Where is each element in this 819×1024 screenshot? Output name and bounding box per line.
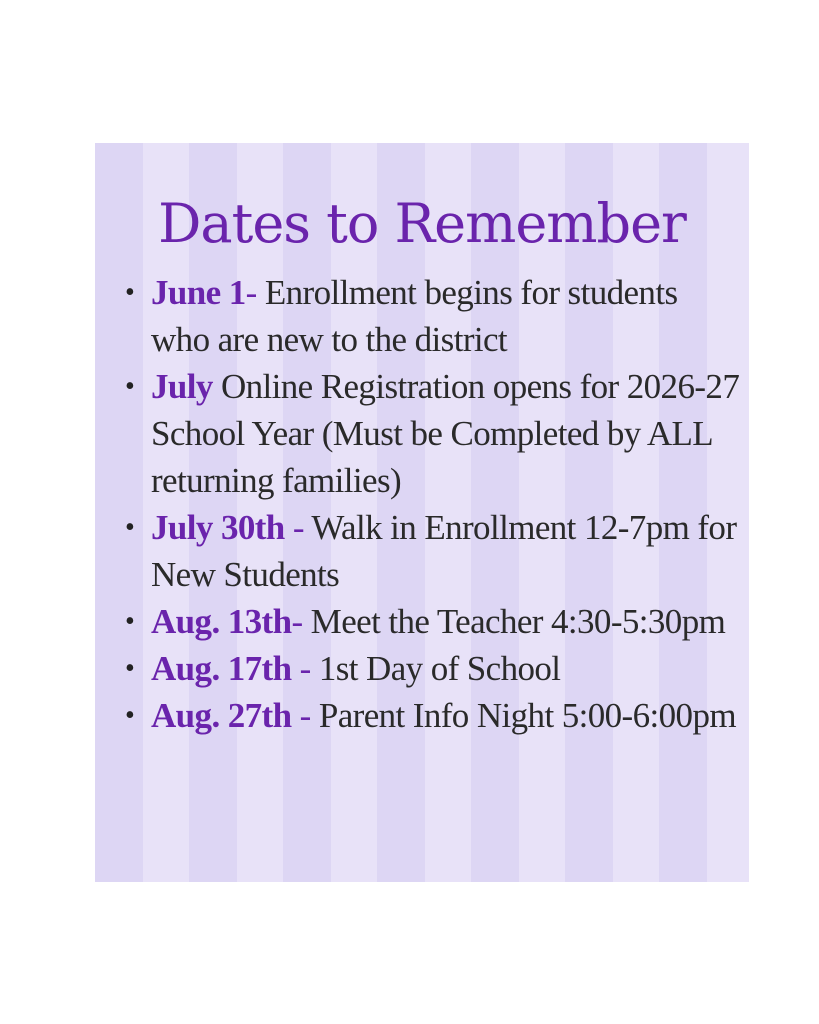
- date-description: 1st Day of School: [310, 649, 561, 688]
- list-item: [123, 598, 743, 645]
- date-description: Parent Info Night 5:00-6:00pm: [310, 696, 736, 735]
- date-label: July 30th: [151, 508, 285, 547]
- date-description: Online Registration opens for 2026-27 School Year (Must be Completed by ALL returning families): [151, 367, 740, 500]
- date-label: Aug. 13th: [151, 602, 292, 641]
- date-description: Enrollment begins for students who are new to the district: [151, 273, 678, 359]
- bullet-icon: •: [125, 277, 135, 308]
- bullet-icon: •: [125, 606, 135, 637]
- date-description: Walk in Enrollment 12-7pm for New Students: [151, 508, 737, 594]
- date-separator: -: [284, 508, 304, 547]
- list-item: [123, 504, 743, 598]
- date-description: Meet the Teacher 4:30-5:30pm: [302, 602, 726, 641]
- bullet-icon: •: [125, 371, 135, 402]
- date-label: Aug. 27th: [151, 696, 292, 735]
- date-label: Aug. 17th: [151, 649, 292, 688]
- list-item: [123, 692, 743, 739]
- date-label: July: [151, 367, 213, 406]
- bullet-icon: •: [125, 700, 135, 731]
- list-item: [123, 363, 743, 504]
- bullet-icon: •: [125, 512, 135, 543]
- date-separator: -: [245, 273, 257, 312]
- date-label: June 1: [151, 273, 246, 312]
- date-separator: -: [291, 696, 311, 735]
- dates-card: [95, 143, 749, 882]
- date-separator: -: [291, 602, 303, 641]
- dates-list: [123, 269, 743, 739]
- bullet-icon: •: [125, 653, 135, 684]
- page-title: Dates to Remember: [158, 192, 686, 255]
- date-separator: -: [291, 649, 311, 688]
- list-item: [123, 269, 743, 363]
- list-item: [123, 645, 743, 692]
